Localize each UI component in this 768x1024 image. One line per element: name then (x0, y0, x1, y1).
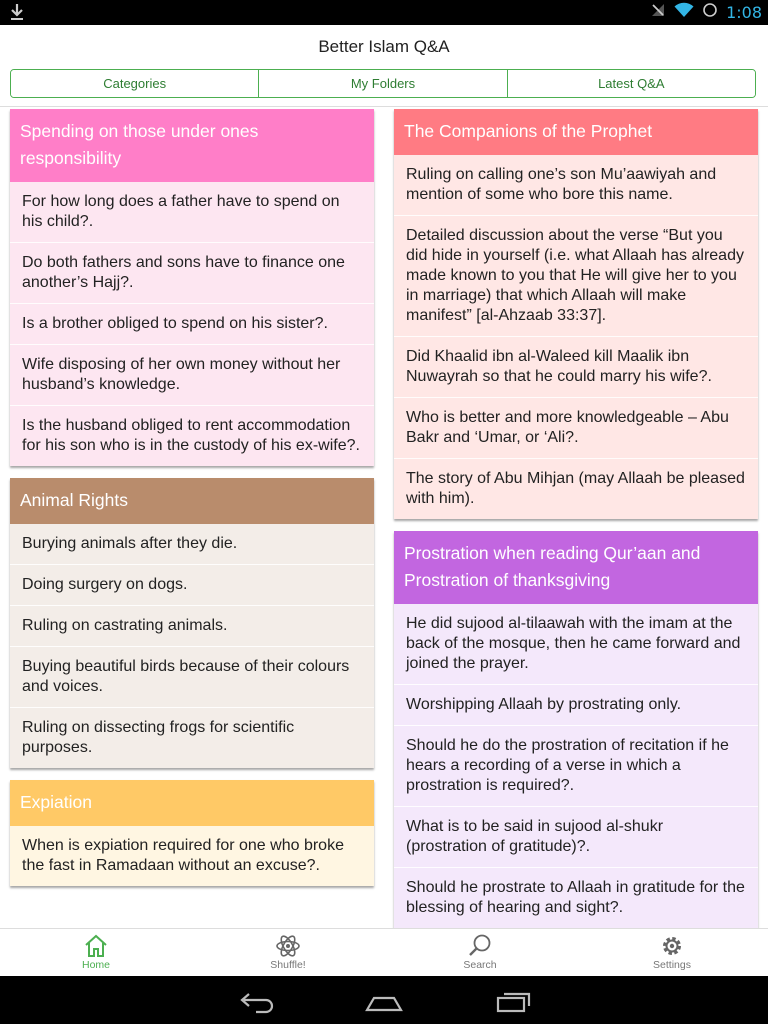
nav-settings-label: Settings (653, 959, 691, 971)
bottom-nav (0, 928, 768, 976)
signal-off-icon (650, 2, 666, 23)
tab-my-folders[interactable]: My Folders (259, 70, 507, 97)
category-card-expiation (10, 780, 374, 886)
home-icon (0, 934, 192, 958)
question-item[interactable]: Ruling on calling one’s son Mu’aawiyah and mention of some who bore this name. (406, 166, 717, 203)
category-card-the-companions-of-the-prophet (394, 109, 758, 519)
search-icon (384, 934, 576, 958)
nav-home[interactable] (0, 929, 192, 976)
atom-icon (192, 934, 384, 958)
question-item[interactable]: Did Khaalid ibn al-Waleed kill Maalik ibn Nuwayrah so that he could marry his wife?. (394, 336, 758, 397)
category-header[interactable]: Animal Rights (10, 478, 374, 524)
category-card-spending-on-those-under-ones-responsibility (10, 109, 374, 466)
question-item[interactable]: What is to be said in sujood al-shukr (prostration of gratitude)?. (394, 806, 758, 867)
system-nav-bar (0, 976, 768, 1024)
question-item[interactable]: Is a brother obliged to spend on his sister?. (10, 303, 374, 344)
category-header[interactable]: The Companions of the Prophet (394, 109, 758, 155)
recent-apps-icon[interactable] (494, 986, 534, 1019)
right-column (394, 109, 758, 928)
question-item[interactable]: Buying beautiful birds because of their colours and voices. (10, 646, 374, 707)
status-time: 1:08 (726, 3, 762, 22)
question-item[interactable]: Worshipping Allaah by prostrating only. (394, 684, 758, 725)
category-grid[interactable] (0, 107, 768, 928)
question-item[interactable]: Doing surgery on dogs. (10, 564, 374, 605)
question-item[interactable]: Do both fathers and sons have to finance one another’s Hajj?. (10, 242, 374, 303)
app-title: Better Islam Q&A (318, 37, 450, 56)
tab-bar (10, 69, 756, 98)
question-item[interactable]: Burying animals after they die. (22, 535, 238, 552)
wifi-icon (674, 2, 694, 23)
question-item[interactable]: He did sujood al-tilaawah with the imam at the back of the mosque, then he came forward and joined the prayer. (406, 615, 741, 672)
gear-icon (576, 934, 768, 958)
nav-search-label: Search (463, 959, 497, 971)
tab-latest-qa[interactable]: Latest Q&A (508, 70, 755, 97)
question-list (10, 182, 374, 466)
nav-search[interactable] (384, 929, 576, 976)
alarm-icon (702, 2, 718, 23)
category-card-prostration-when-reading-qur-aan-and-prostration-of-thanksgiving (394, 531, 758, 928)
question-list (10, 826, 374, 886)
download-icon (10, 3, 24, 26)
question-item[interactable]: The story of Abu Mihjan (may Allaah be pleased with him). (394, 458, 758, 519)
question-item[interactable]: Wife disposing of her own money without her husband’s knowledge. (10, 344, 374, 405)
nav-home-label: Home (81, 959, 110, 971)
question-item[interactable]: Who is better and more knowledgeable – Abu Bakr and ‘Umar, or ‘Ali?. (394, 397, 758, 458)
nav-settings[interactable] (576, 929, 768, 976)
question-item[interactable]: When is expiation required for one who broke the fast in Ramadaan without an excuse?. (22, 837, 344, 874)
question-list (394, 155, 758, 519)
question-item[interactable]: Detailed discussion about the verse “But you did hide in yourself (i.e. what Allaah has already made known to you that He will give her to you in marriage) that which Allaah will make manifest” [al-Ahzaab 33:37]. (394, 215, 758, 336)
nav-shuffle-label: Shuffle! (270, 959, 306, 971)
category-header[interactable]: Prostration when reading Qur’aan and Prostration of thanksgiving (394, 531, 758, 604)
home-button-icon[interactable] (364, 986, 404, 1019)
question-item[interactable]: Ruling on dissecting frogs for scientific purposes. (10, 707, 374, 768)
question-item[interactable]: Should he prostrate to Allaah in gratitude for the blessing of hearing and sight?. (394, 867, 758, 928)
category-card-animal-rights (10, 478, 374, 768)
left-column (10, 109, 374, 898)
app-title-bar (0, 25, 768, 69)
question-item[interactable]: For how long does a father have to spend on his child?. (22, 193, 340, 230)
question-item[interactable]: Should he do the prostration of recitation if he hears a recording of a verse in which a prostration is required?. (394, 725, 758, 806)
category-header[interactable]: Expiation (10, 780, 374, 826)
tab-categories[interactable]: Categories (11, 70, 259, 97)
question-list (10, 524, 374, 768)
question-list (394, 604, 758, 928)
question-item[interactable]: Is the husband obliged to rent accommodation for his son who is in the custody of his ex-wife?. (10, 405, 374, 466)
nav-shuffle[interactable] (192, 929, 384, 976)
back-icon[interactable] (236, 986, 276, 1019)
category-header[interactable]: Spending on those under ones responsibility (10, 109, 374, 182)
status-bar (0, 0, 768, 25)
question-item[interactable]: Ruling on castrating animals. (10, 605, 374, 646)
